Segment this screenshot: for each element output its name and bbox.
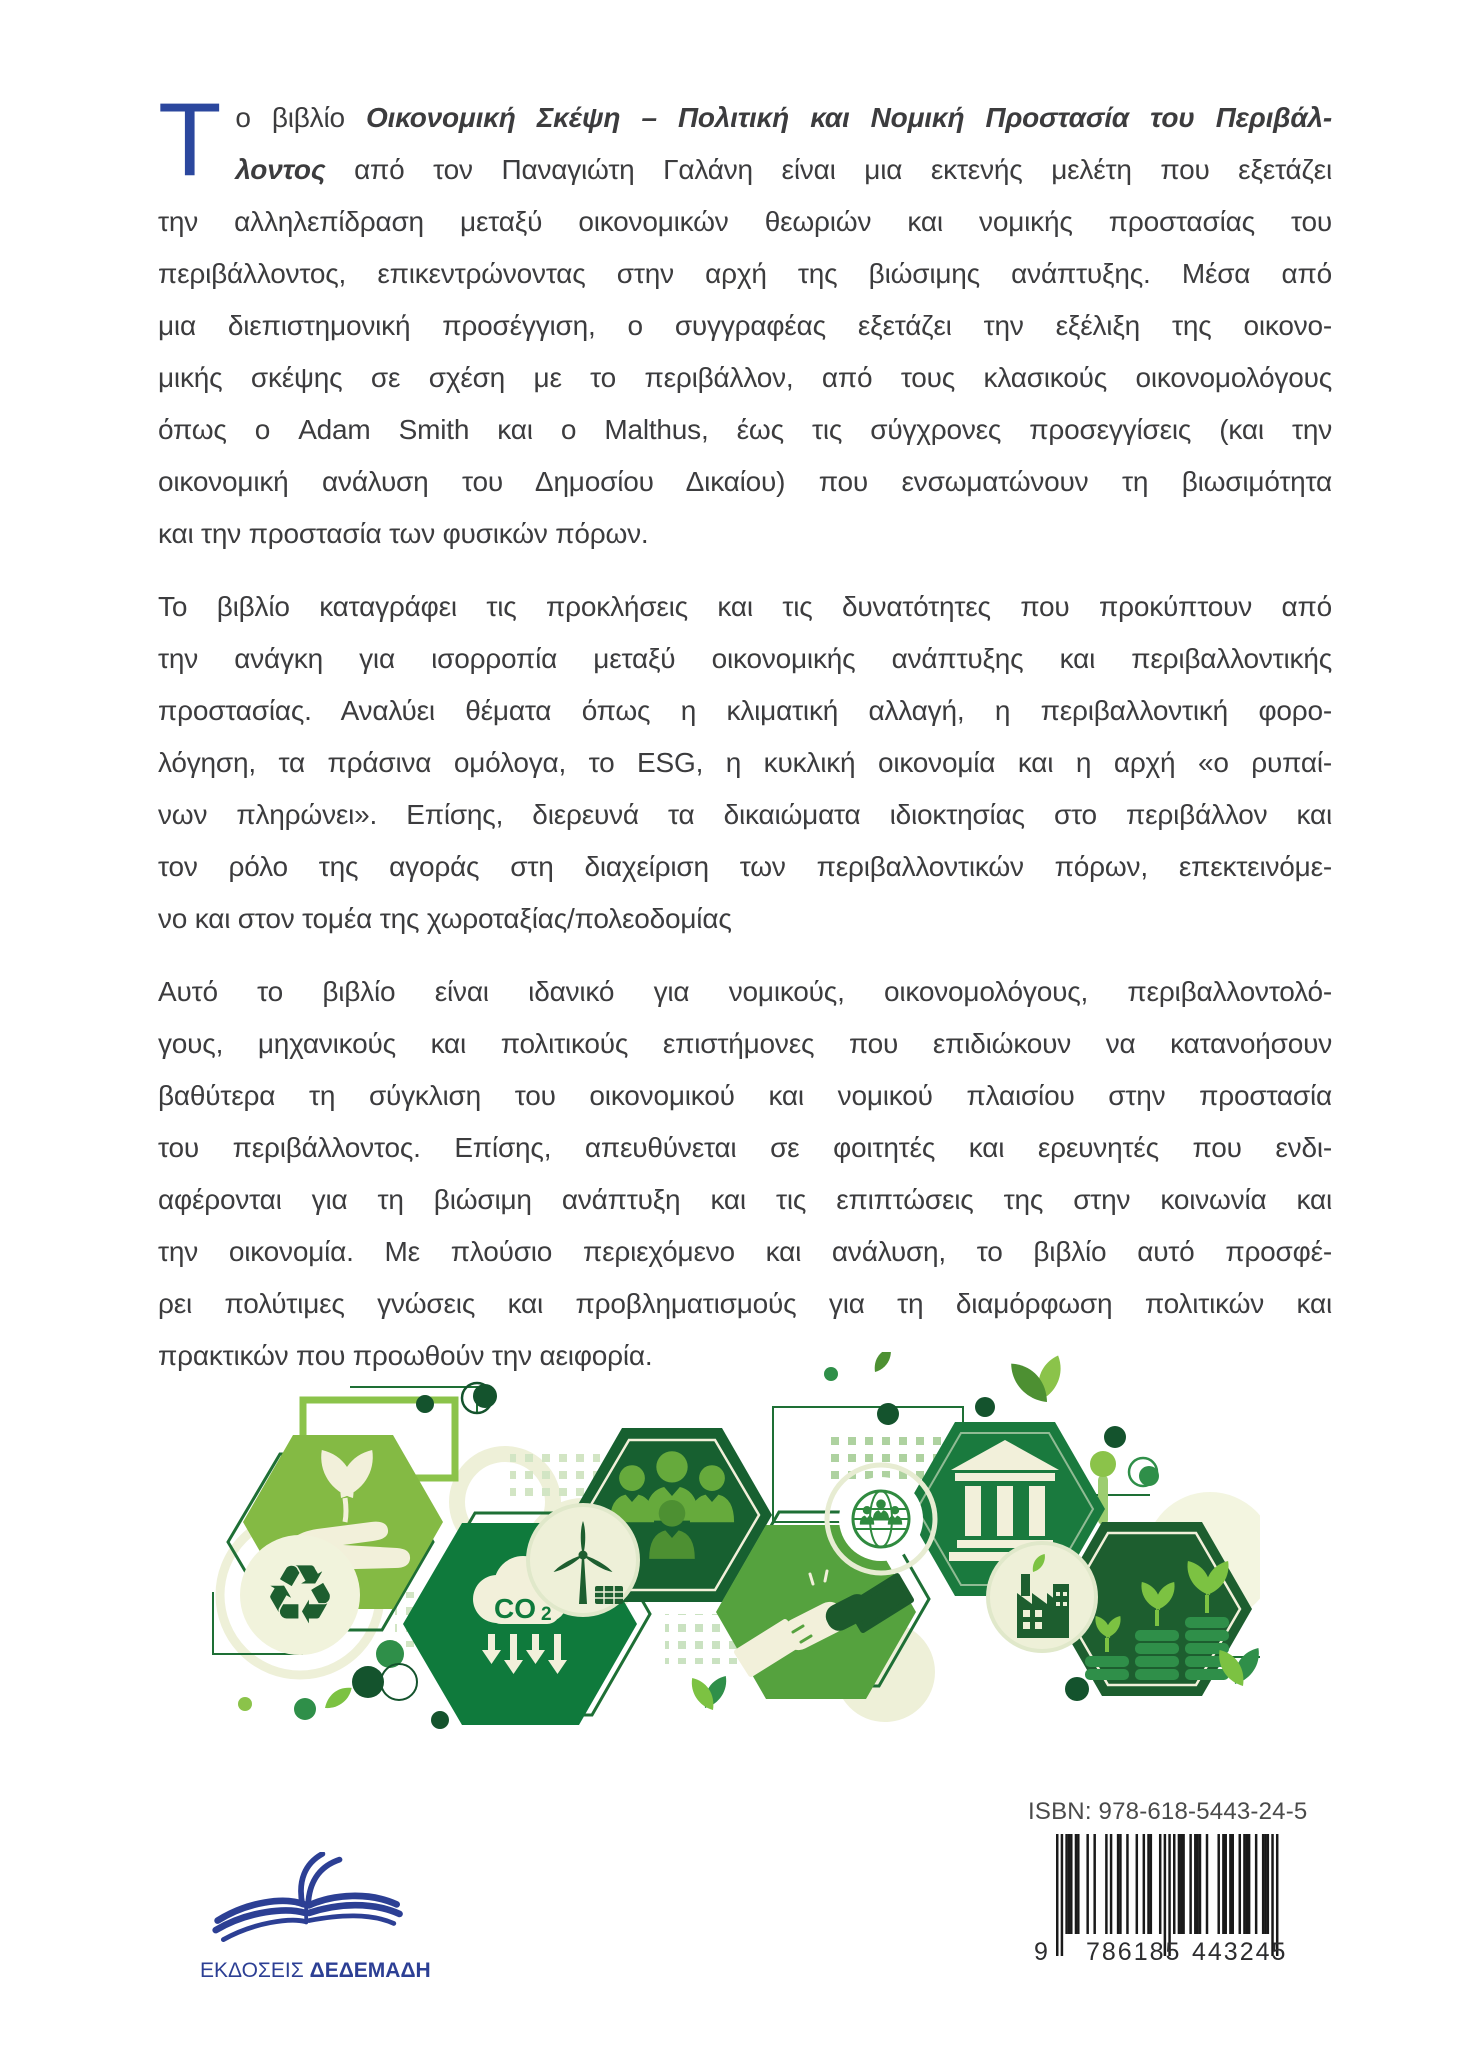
recycle-badge	[240, 1535, 360, 1655]
barcode-digit-group1: 786185	[1086, 1938, 1182, 1966]
svg-text:2: 2	[541, 1604, 552, 1625]
renewables-badge	[528, 1505, 638, 1615]
barcode-digit-group2: 443245	[1192, 1938, 1288, 1966]
text-line: μικής σκέψης σε σχέση με το περιβάλλον, από τους κλασικούς οικονομολόγους	[158, 362, 1332, 393]
factory-badge	[988, 1543, 1096, 1651]
text-line: Αυτό το βιβλίο είναι ιδανικό για νομικούς, οικονομολόγους, περιβαλλοντολό-	[158, 976, 1332, 1007]
paragraph	[158, 581, 1332, 945]
text-line: την αλληλεπίδραση μεταξύ οικονομικών θεωριών και νομικής προστασίας του	[158, 206, 1332, 237]
publisher-name-regular: ΕΚΔΟΣΕΙΣ	[200, 1959, 304, 1982]
paragraph	[158, 966, 1332, 1382]
publisher-book-logo-icon	[210, 1852, 410, 1952]
text-line: Το βιβλίο καταγράφει τις προκλήσεις και τις δυνατότητες που προκύπτουν από	[158, 591, 1332, 622]
text-line: λόγηση, τα πράσινα ομόλογα, το ESG, η κυκλική οικονομία και η αρχή «ο ρυπαί-	[158, 747, 1332, 778]
paragraph	[158, 82, 1332, 560]
eco-hexagon-illustration	[185, 1352, 1260, 1732]
text-line: ο βιβλίο Οικονομική Σκέψη – Πολιτική και Νομική Προστασία του Περιβάλ-	[235, 102, 1332, 133]
text-line: του περιβάλλοντος. Επίσης, απευθύνεται σε φοιτητές και ερευνητές που ενδι-	[158, 1132, 1332, 1163]
barcode-digit-lead: 9	[1034, 1938, 1050, 1966]
text-line: προστασίας. Αναλύει θέματα όπως η κλιματική αλλαγή, η περιβαλλοντική φορο-	[158, 695, 1332, 726]
recycle-icon: ♻	[263, 1548, 337, 1643]
text-line: νων πληρώνει». Επίσης, διερευνά τα δικαιώματα ιδιοκτησίας στο περιβάλλον και	[158, 799, 1332, 830]
publisher-name-bold: ΔΕΔΕΜΑΔΗ	[309, 1959, 431, 1982]
text-line: οικονομική ανάλυση του Δημοσίου Δικαίου) που ενσωματώνουν τη βιωσιμότητα	[158, 466, 1332, 497]
isbn-label: ISBN: 978-618-5443-24-5	[1028, 1798, 1308, 1825]
publisher-logo-block	[200, 1852, 431, 1983]
svg-text:CO: CO	[494, 1593, 536, 1624]
barcode-digits	[1020, 1938, 1300, 1968]
publisher-name	[200, 1959, 431, 1983]
text-line: μια διεπιστημονική προσέγγιση, ο συγγραφέας εξετάζει την εξέλιξη της οικονο-	[158, 310, 1332, 341]
text-line: περιβάλλοντος, επικεντρώνοντας στην αρχή της βιώσιμης ανάπτυξης. Μέσα από	[158, 258, 1332, 289]
globe-badge	[827, 1465, 935, 1573]
text-line: και την προστασία των φυσικών πόρων.	[158, 518, 649, 549]
text-line: αφέρονται για τη βιώσιμη ανάπτυξη και τις επιπτώσεις της στην κοινωνία και	[158, 1184, 1332, 1215]
text-line: τον ρόλο της αγοράς στη διαχείριση των περιβαλλοντικών πόρων, επεκτεινόμε-	[158, 851, 1332, 882]
text-line: την οικονομία. Με πλούσιο περιεχόμενο και ανάλυση, το βιβλίο αυτό προσφέ-	[158, 1236, 1332, 1267]
text-line: νο και στον τομέα της χωροταξίας/πολεοδομίας	[158, 903, 732, 934]
text-line: όπως ο Adam Smith και ο Malthus, έως τις σύγχρονες προσεγγίσεις (και την	[158, 414, 1332, 445]
text-line: ρει πολύτιμες γνώσεις και προβληματισμούς για τη διαμόρφωση πολιτικών και	[158, 1288, 1332, 1319]
synopsis	[158, 82, 1332, 1403]
text-line: την ανάγκη για ισορροπία μεταξύ οικονομικής ανάπτυξης και περιβαλλοντικής	[158, 643, 1332, 674]
text-line: βαθύτερα τη σύγκλιση του οικονομικού και νομικού πλαισίου στην προστασία	[158, 1080, 1332, 1111]
text-line: γους, μηχανικούς και πολιτικούς επιστήμονες που επιδιώκουν να κατανοήσουν	[158, 1028, 1332, 1059]
text-line: λοντος από τον Παναγιώτη Γαλάνη είναι μια εκτενής μελέτη που εξετάζει	[235, 154, 1332, 185]
text-line: πρακτικών που προωθούν την αειφορία.	[158, 1340, 653, 1371]
drop-cap: Τ	[158, 82, 222, 198]
